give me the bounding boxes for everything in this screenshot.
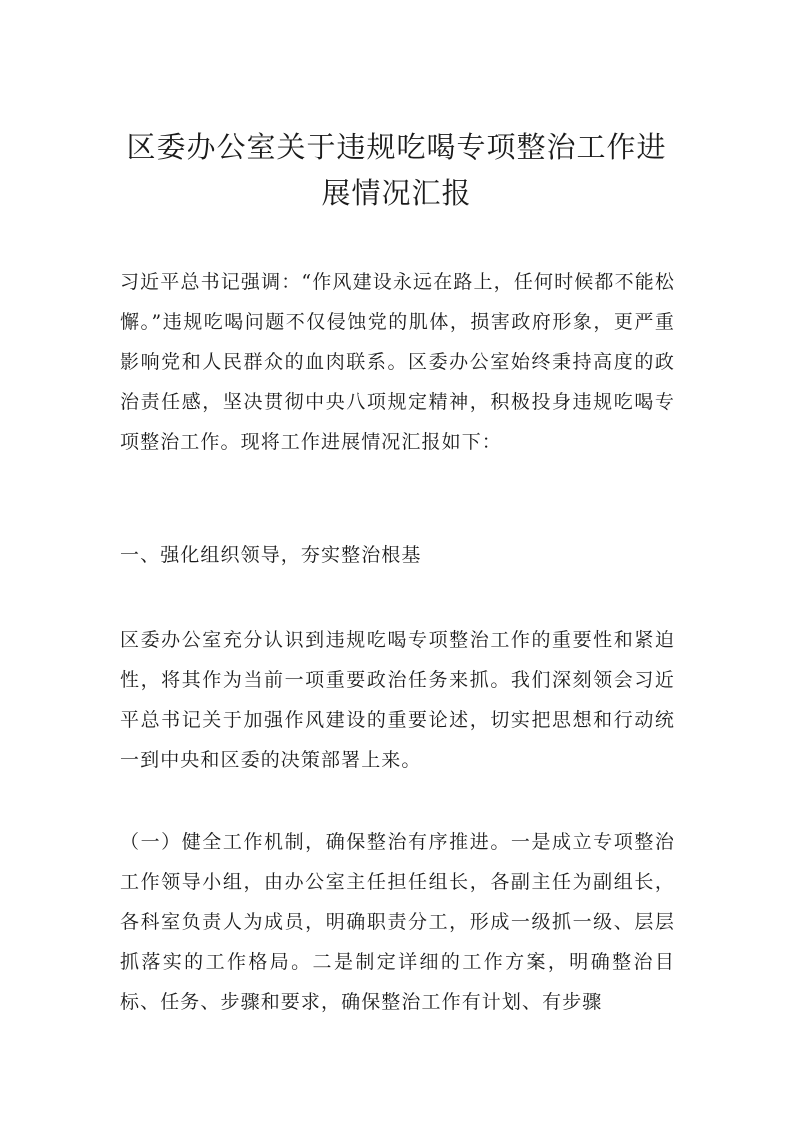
intro-paragraph: 习近平总书记强调：“作风建设永远在路上，任何时候都不能松懈。”违规吃喝问题不仅侵蚀党的肌体，损害政府形象，更严重影响党和人民群众的血肉联系。区委办公室始终秉持高度的政治责任感，坚决贯彻中央八项规定精神，积极投身违规吃喝专项整治工作。现将工作进展情况汇报如下： <box>120 271 675 453</box>
section-heading-1: 一、强化组织领导，夯实整治根基 <box>120 544 422 566</box>
document-title: 区委办公室关于违规吃喝专项整治工作进展情况汇报 <box>126 130 667 210</box>
section-1-paragraph: 区委办公室充分认识到违规吃喝专项整治工作的重要性和紧迫性，将其作为当前一项重要政治任务来抓。我们深刻领会习近平总书记关于加强作风建设的重要论述，切实把思想和行动统一到中央和区委的决策部署上来。 <box>120 629 675 771</box>
subsection-1-paragraph: （一）健全工作机制，确保整治有序推进。一是成立专项整治工作领导小组，由办公室主任担任组长，各副主任为副组长，各科室负责人为成员，明确职责分工，形成一级抓一级、层层抓落实的工作格局。二是制定详细的工作方案，明确整治目标、任务、步骤和要求，确保整治工作有计划、有步骤 <box>120 831 675 1013</box>
